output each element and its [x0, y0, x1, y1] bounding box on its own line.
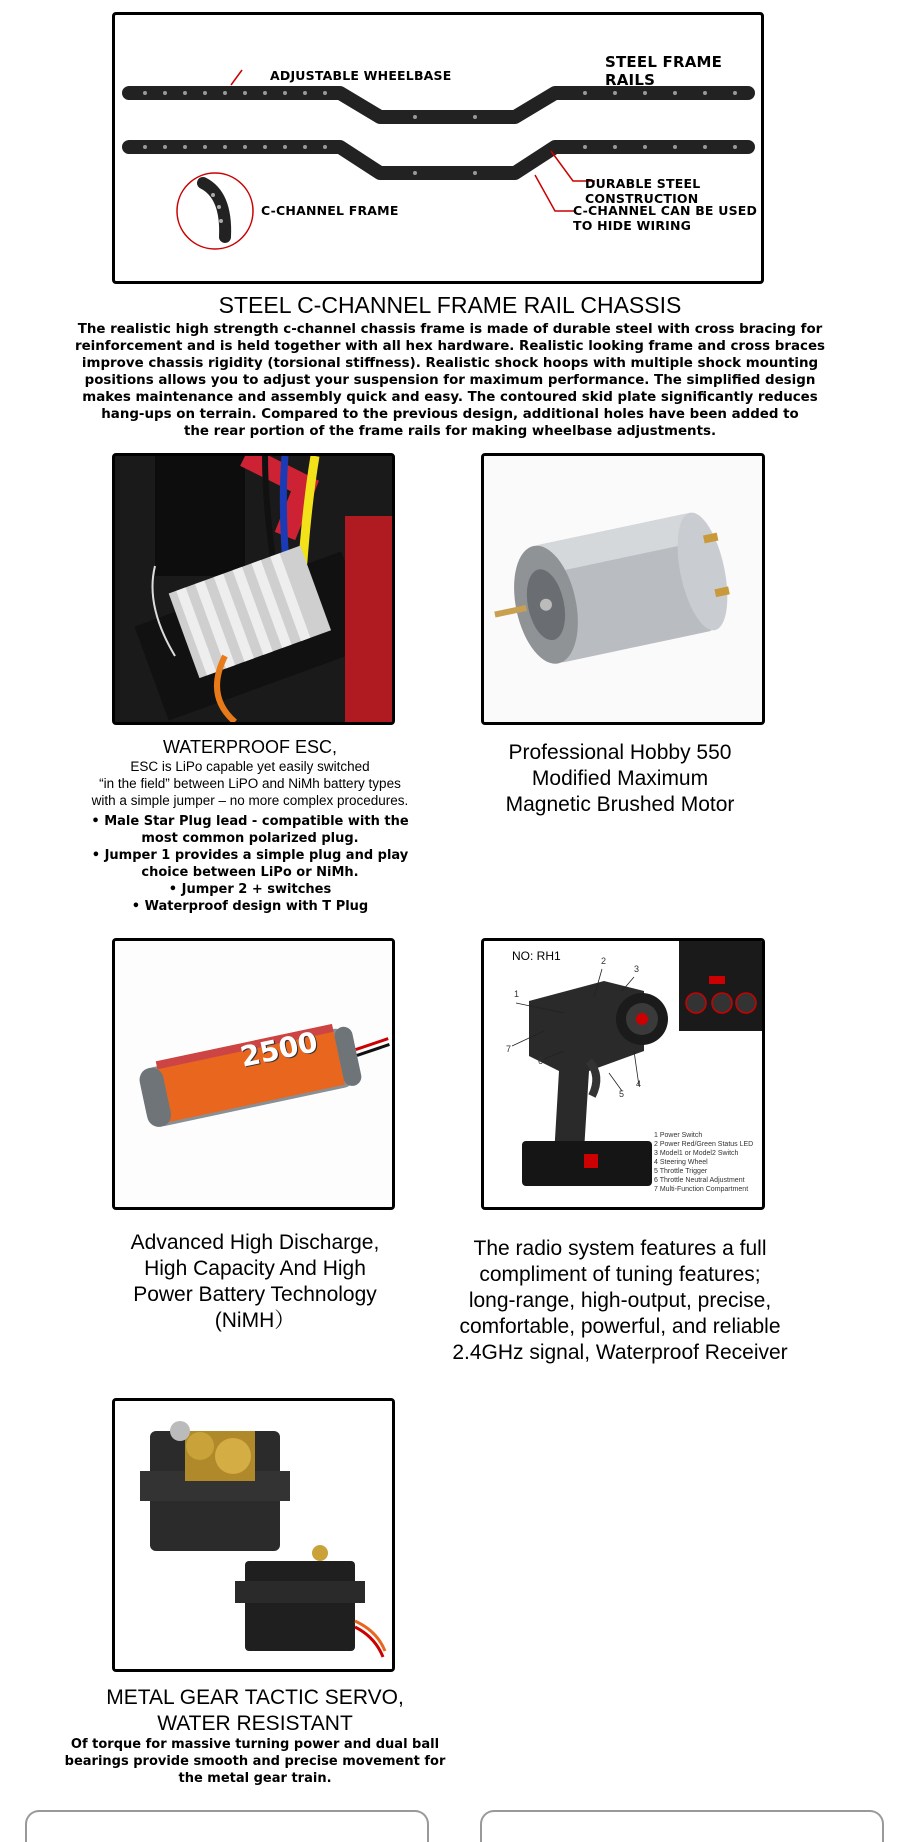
esc-bullet-line: choice between LiPo or NiMh. [141, 865, 359, 880]
servo-title-line: METAL GEAR TACTIC SERVO, [106, 1686, 404, 1709]
radio-caption-line: 2.4GHz signal, Waterproof Receiver [452, 1341, 788, 1364]
motor-caption [440, 740, 800, 818]
next-panel-right-outline [480, 1810, 884, 1842]
next-panel-left-outline [25, 1810, 429, 1842]
radio-caption-line: long-range, high-output, precise, [468, 1289, 772, 1312]
radio-caption-line: The radio system features a full [473, 1237, 767, 1260]
radio-legend-line: 3 Model1 or Model2 Switch [654, 1150, 739, 1157]
radio-caption-line: comfortable, powerful, and reliable [459, 1315, 781, 1338]
radio-image-frame [481, 938, 765, 1210]
radio-legend-line: 2 Power Red/Green Status LED [654, 1141, 754, 1148]
radio-legend [654, 1131, 753, 1194]
esc-bullets [40, 813, 460, 915]
battery-image-frame [112, 938, 395, 1210]
esc-image-frame [112, 453, 395, 725]
radio-legend-line: 6 Throttle Neutral Adjustment [654, 1177, 745, 1184]
servo-image-frame [112, 1398, 395, 1672]
radio-callout-1: 1 [514, 989, 520, 999]
chassis-title: STEEL C-CHANNEL FRAME RAIL CHASSIS [218, 292, 682, 318]
motor-illustration [484, 456, 762, 722]
chassis-desc-line: improve chassis rigidity (torsional stiffness). Realistic shock hoops with multiple shock mounting [81, 356, 819, 371]
servo-title-line: WATER RESISTANT [157, 1712, 353, 1735]
radio-callout-2: 2 [601, 956, 607, 966]
esc-bullet-line: • Jumper 2 + switches [168, 882, 332, 897]
radio-caption [430, 1236, 810, 1366]
motor-image-frame [481, 453, 765, 725]
chassis-desc-line: positions allows you to adjust your suspension for maximum performance. The simplified design [84, 373, 816, 388]
battery-caption-line: Power Battery Technology [133, 1283, 377, 1306]
motor-caption-line: Magnetic Brushed Motor [505, 793, 735, 816]
motor-caption-line: Modified Maximum [531, 767, 709, 790]
radio-legend-line: 1 Power Switch [654, 1132, 703, 1139]
chassis-desc-line: hang-ups on terrain. Compared to the previous design, additional holes have been added to [101, 407, 799, 422]
chassis-desc-line: makes maintenance and assembly quick and easy. The contoured skid plate significantly reduces [82, 390, 818, 405]
battery-caption-line: (NiMH） [214, 1309, 296, 1332]
motor-caption-line: Professional Hobby 550 [508, 741, 732, 764]
adjustable-wheelbase-label: ADJUSTABLE WHEELBASE [270, 68, 452, 83]
esc-bullet-line: • Jumper 1 provides a simple plug and play [91, 848, 409, 863]
chassis-desc-line: reinforcement and is held together with all hex hardware. Realistic looking frame and cross braces [74, 339, 826, 354]
radio-legend-line: 7 Multi-Function Compartment [654, 1186, 749, 1193]
battery-caption [70, 1230, 440, 1334]
radio-callout-5: 5 [619, 1089, 625, 1099]
servo-desc-line: Of torque for massive turning power and dual ball [70, 1737, 440, 1752]
radio-callout-3: 3 [634, 964, 640, 974]
esc-intro-line: with a simple jumper – no more complex procedures. [91, 793, 409, 808]
chassis-image-frame [112, 12, 764, 284]
esc-illustration [115, 456, 392, 722]
durable-steel-label: DURABLE STEEL CONSTRUCTION [585, 176, 701, 206]
steel-frame-rails-label: STEEL FRAME RAILS [605, 53, 723, 89]
esc-intro-line: ESC is LiPo capable yet easily switched [130, 759, 370, 774]
esc-intro-line: “in the field” between LiPO and NiMh battery types [99, 776, 401, 791]
esc-title: WATERPROOF ESC, [162, 737, 337, 757]
servo-description [50, 1736, 460, 1787]
esc-intro [40, 758, 460, 809]
battery-illustration [115, 941, 392, 1207]
chassis-description [60, 321, 840, 440]
radio-model-label: NO: RH1 [512, 949, 561, 963]
chassis-desc-line: The realistic high strength c-channel chassis frame is made of durable steel with cross bracing for [77, 322, 823, 337]
servo-desc-line: the metal gear train. [178, 1771, 332, 1786]
radio-caption-line: compliment of tuning features; [479, 1263, 761, 1286]
radio-callout-4: 4 [636, 1079, 642, 1089]
servo-title [50, 1685, 460, 1737]
hide-wiring-label: C-CHANNEL CAN BE USED TO HIDE WIRING [573, 203, 758, 233]
radio-callout-7: 7 [506, 1044, 512, 1054]
battery-caption-line: High Capacity And High [144, 1257, 366, 1280]
esc-bullet-line: most common polarized plug. [141, 831, 359, 846]
esc-bullet-line: • Male Star Plug lead - compatible with the [91, 814, 409, 829]
battery-capacity-label: 2500 [237, 1025, 321, 1074]
radio-callout-6: 6 [538, 1056, 544, 1066]
esc-bullet-line: • Waterproof design with T Plug [131, 899, 369, 914]
servo-illustration [115, 1401, 392, 1669]
c-channel-frame-label: C-CHANNEL FRAME [261, 203, 399, 218]
battery-caption-line: Advanced High Discharge, [130, 1231, 380, 1254]
servo-desc-line: bearings provide smooth and precise movement for [64, 1754, 446, 1769]
radio-legend-line: 5 Throttle Trigger [654, 1168, 708, 1175]
radio-legend-line: 4 Steering Wheel [654, 1159, 708, 1166]
chassis-desc-line: the rear portion of the frame rails for making wheelbase adjustments. [183, 424, 717, 439]
